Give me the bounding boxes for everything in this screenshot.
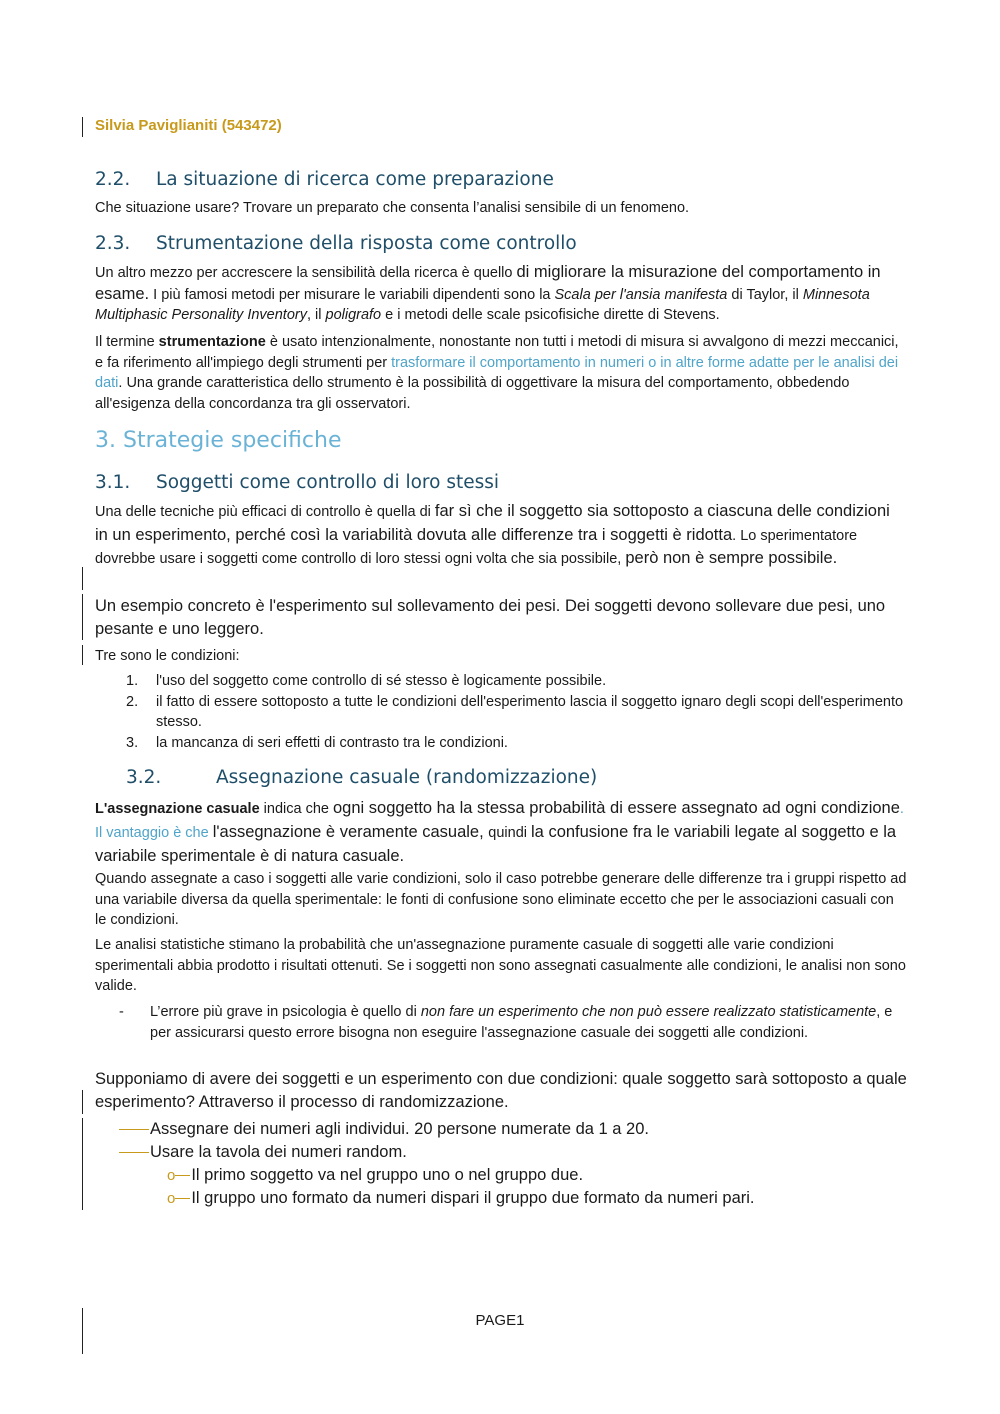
- text-run: , e per assicurarsi questo errore bisogna non eseguire l'assegnazione casuale dei soggetti alle condizioni.: [150, 1004, 893, 1041]
- bold-run: strumentazione: [158, 334, 266, 350]
- tracked-bullet-mark: [175, 1198, 190, 1199]
- change-bar: [82, 645, 83, 665]
- text-run: ogni soggetto ha la stessa probabilità di essere assegnato ad ogni condizione: [333, 799, 900, 817]
- list-text: la mancanza di seri effetti di contrasto tra le condizioni.: [156, 734, 508, 751]
- heading-title: Assegnazione casuale (randomizzazione): [216, 767, 598, 788]
- list-text: il fatto di essere sottoposto a tutte le condizioni dell'esperimento lascia il soggetto ignaro degli scopi dell'esperimento stesso.: [156, 693, 904, 730]
- list-number: 1.: [126, 673, 139, 689]
- paragraph: Un esempio concreto è l'esperimento sul sollevamento dei pesi. Dei soggetti devono sollevare due pesi, uno pesante e uno leggero.: [95, 597, 886, 638]
- paragraph: Supponiamo di avere dei soggetti e un esperimento con due condizioni: quale soggetto sarà sottoposto a quale esperimento? Attraverso il processo di randomizzazione.: [95, 1070, 907, 1111]
- author-header: Silvia Paviglianiti (543472): [95, 117, 282, 134]
- change-bar: [82, 567, 83, 590]
- sub-bullet-item: [167, 1187, 755, 1210]
- paragraph: [95, 332, 907, 414]
- highlight-run: . Il vantaggio è che: [95, 801, 904, 841]
- bullet-text: Il primo soggetto va nel gruppo uno o nel gruppo due.: [191, 1166, 584, 1184]
- sub-bullet-item: [167, 1164, 583, 1187]
- highlight-run: trasformare il comportamento in numeri o in altre forme adatte per le analisi dei dati: [95, 354, 899, 391]
- paragraph: Che situazione usare? Trovare un preparato che consenta l’analisi sensibile di un fenomeno.: [95, 200, 690, 216]
- heading-3-2: [126, 767, 597, 788]
- heading-2-3: [95, 233, 577, 254]
- text-run: di Taylor, il: [727, 286, 803, 303]
- text-run: e i metodi delle scale psicofisiche dirette di Stevens.: [381, 307, 720, 323]
- text-run: è usato intenzionalmente, nonostante non tutti i metodi di misura si avvalgono di mezzi meccanici, e fa riferimento all'impiego degli strumenti per: [95, 334, 899, 371]
- italic-run: non fare un esperimento che non può essere realizzato statisticamente: [420, 1004, 877, 1020]
- text-run: Il termine: [95, 334, 159, 350]
- change-bar: [82, 1118, 83, 1210]
- sub-bullet-marker: o: [167, 1190, 176, 1207]
- list-number: 2.: [126, 693, 139, 710]
- bullet-text: Usare la tavola dei numeri random.: [150, 1143, 407, 1161]
- italic-run: Scala per l'ansia manifesta: [554, 286, 728, 303]
- paragraph: [95, 500, 907, 571]
- list-item: [95, 733, 907, 754]
- paragraph: [95, 262, 907, 326]
- paragraph: [95, 797, 907, 868]
- paragraph: Tre sono le condizioni:: [95, 648, 240, 664]
- text-run: , il: [306, 307, 326, 323]
- heading-2-2: [95, 169, 554, 190]
- text-run: . Lo sperimentatore dovrebbe usare i soggetti come controllo di loro stessi ogni volta che sia possibile,: [95, 527, 858, 567]
- change-bar: [82, 1090, 83, 1114]
- text-run: far sì che il soggetto sia sottoposto a ciascuna delle condizioni in un esperimento, perché così la variabilità dovuta alle differenze tra i soggetti è ridotta: [95, 502, 890, 544]
- heading-number: 3.1.: [95, 472, 131, 493]
- sub-bullet-marker: o: [167, 1167, 176, 1184]
- text-run: di migliorare la misurazione del comportamento in esame.: [95, 263, 881, 303]
- paragraph: Quando assegnate a caso i soggetti alle varie condizioni, solo il caso potrebbe generare delle differenze tra i gruppi rispetto ad una variabile diversa da quella sperimentale: le fonti di confusione sono eliminate eccetto che per le associazioni casuali con le condizioni.: [95, 871, 907, 928]
- italic-run: poligrafo: [325, 307, 382, 323]
- text-run: Una delle tecniche più efficaci di controllo è quella di: [95, 504, 435, 520]
- heading-title: Strumentazione della risposta come controllo: [156, 233, 577, 254]
- text-run: quindi: [488, 825, 532, 841]
- paragraph: Le analisi statistiche stimano la probabilità che un'assegnazione puramente casuale di soggetti alle varie condizioni sperimentali abbia prodotto i risultati ottenuti. Se i soggetti non sono assegnati casualmente alle condizioni, le analisi non sono valide.: [95, 937, 906, 994]
- heading-3: [95, 428, 342, 453]
- heading-number: 2.2.: [95, 169, 131, 190]
- list-text: l'uso del soggetto come controllo di sé stesso è logicamente possibile.: [156, 673, 607, 689]
- text-run: però non è sempre possibile.: [625, 549, 838, 567]
- text-run: . Una grande caratteristica dello strumento è la possibilità di oggettivare la misura del comportamento, obbedendo all'esigenza della concordanza tra gli osservatori.: [95, 375, 850, 412]
- text-run: l'assegnazione è veramente casuale,: [212, 823, 489, 841]
- tracked-bullet-mark: [175, 1175, 190, 1176]
- heading-number: 3.: [95, 428, 116, 453]
- tracked-bullet-mark: [119, 1152, 149, 1153]
- text-run: I più famosi metodi per misurare le variabili dipendenti sono la: [149, 286, 555, 303]
- list-item: [95, 692, 907, 733]
- heading-3-1: [95, 472, 499, 493]
- bullet-item: [119, 1118, 649, 1141]
- change-bar: [82, 594, 83, 640]
- change-bar: [82, 117, 83, 137]
- text-run: Un altro mezzo per accrescere la sensibilità della ricerca è quello: [95, 265, 517, 281]
- dash-list-item: [95, 1002, 907, 1043]
- numbered-list: [95, 671, 907, 753]
- heading-number: 3.2.: [126, 767, 162, 788]
- list-item: [95, 671, 907, 692]
- bullet-item: [119, 1141, 407, 1164]
- dash-marker: -: [119, 1004, 124, 1020]
- tracked-bullet-mark: [119, 1129, 149, 1130]
- heading-title: Soggetti come controllo di loro stessi: [156, 472, 500, 493]
- heading-title: Strategie specifiche: [123, 428, 342, 453]
- text-run: indica che: [259, 801, 333, 817]
- bullet-text: Il gruppo uno formato da numeri dispari il gruppo due formato da numeri pari.: [191, 1189, 755, 1207]
- text-run: la confusione fra le variabili legate al soggetto e la variabile sperimentale è di natura casuale.: [95, 823, 897, 865]
- italic-run: Minnesota Multiphasic Personality Inventory: [95, 286, 870, 323]
- page-footer: PAGE1: [475, 1312, 525, 1329]
- bold-run: L'assegnazione casuale: [95, 801, 260, 817]
- bullet-text: Assegnare dei numeri agli individui. 20 persone numerate da 1 a 20.: [150, 1120, 649, 1138]
- text-run: L’errore più grave in psicologia è quello di: [150, 1004, 421, 1020]
- list-number: 3.: [126, 734, 139, 751]
- heading-title: La situazione di ricerca come preparazione: [156, 169, 554, 190]
- heading-number: 2.3.: [95, 233, 131, 254]
